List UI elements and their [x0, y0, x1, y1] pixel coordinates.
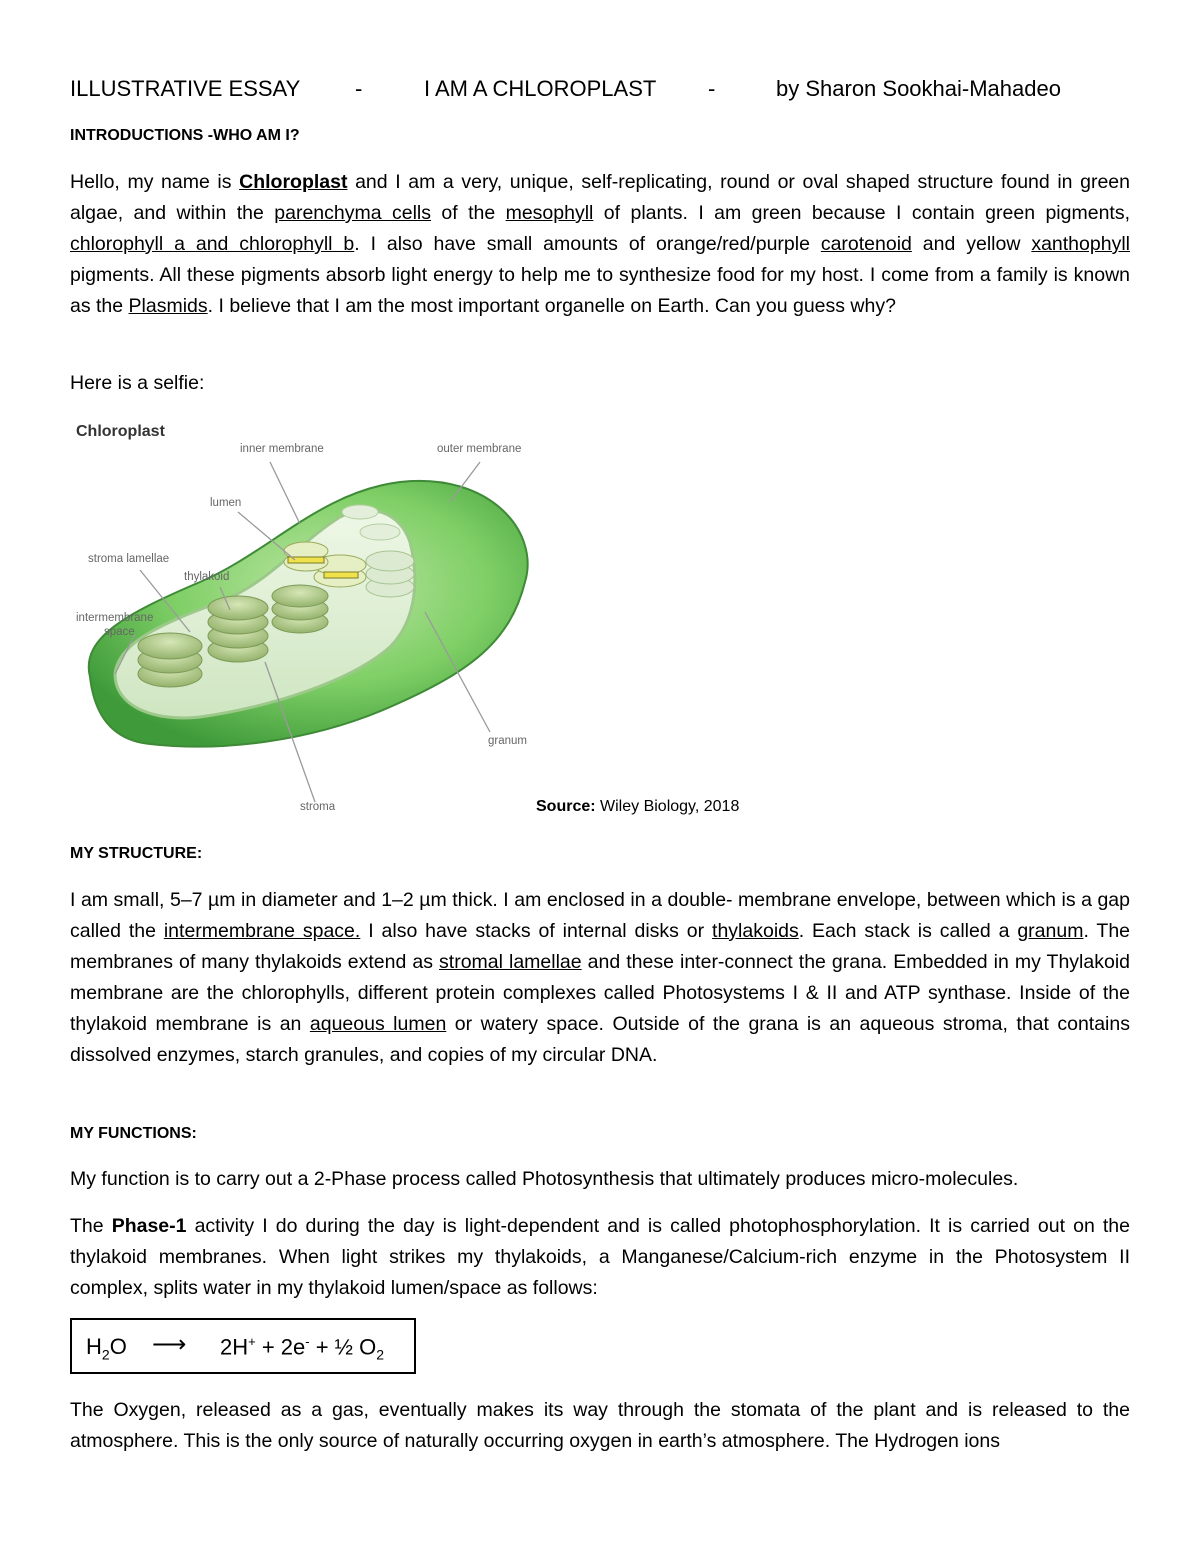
- text-run: H: [86, 1334, 102, 1359]
- text-run: I am small, 5–7 µm in diameter and 1–2 µm thick. I am enclosed in a double- membrane envelope, between which is a gap called the: [70, 889, 1130, 942]
- label-inner-membrane: inner membrane: [240, 443, 324, 455]
- label-stroma-lamellae: stroma lamellae: [88, 553, 170, 565]
- text-run: or watery space. Outside of the grana is an aqueous stroma, that contains dissolved enzymes, starch granules, and copies of my circular DNA.: [70, 1013, 1130, 1066]
- term-phase-1: Phase-1: [111, 1215, 187, 1237]
- figure-title: Chloroplast: [76, 423, 165, 440]
- text-run: . The membranes of many thylakoids extend as: [70, 920, 1131, 973]
- selfie-line: Here is a selfie:: [70, 372, 205, 394]
- term-chlorophyll: chlorophyll a and chlorophyll b: [70, 233, 355, 255]
- water-splitting-equation: [70, 1318, 416, 1374]
- title-author: by Sharon Sookhai-Mahadeo: [776, 76, 1061, 101]
- term-granum: granum: [1017, 920, 1084, 942]
- chloroplast-illustration: [70, 412, 550, 824]
- chloroplast-diagram: [70, 412, 550, 824]
- text-run: . I believe that I am the most important organelle on Earth. Can you guess why?: [207, 295, 896, 317]
- functions-heading: MY FUNCTIONS:: [70, 1125, 197, 1142]
- term-xanthophyll: xanthophyll: [1031, 233, 1130, 255]
- term-stromal-lamellae: stromal lamellae: [439, 951, 582, 973]
- caption-text: Wiley Biology, 2018: [595, 798, 740, 815]
- intro-heading: INTRODUCTIONS -WHO AM I?: [70, 127, 300, 144]
- text-run: and yellow: [911, 233, 1032, 255]
- text-run: The: [70, 1215, 112, 1237]
- label-stroma: stroma: [300, 801, 336, 813]
- text-run: . I also have small amounts of orange/red/purple: [354, 233, 821, 255]
- structure-paragraph: [70, 885, 1130, 1071]
- text-run: and I am a very, unique, self-replicating, round or oval shaped structure found in green algae, and within the: [70, 171, 1130, 224]
- label-space: space: [104, 626, 135, 638]
- text-run: 2H: [220, 1334, 249, 1360]
- text-run: Hello, my name is: [70, 171, 240, 193]
- label-outer-membrane: outer membrane: [437, 443, 522, 455]
- text-run: 2: [376, 1346, 385, 1363]
- functions-paragraph-2: [70, 1211, 1130, 1304]
- label-lumen: lumen: [210, 497, 242, 509]
- text-run: I also have stacks of internal disks or: [360, 920, 713, 942]
- arrow-icon: ⟶: [152, 1331, 187, 1358]
- term-plasmids: Plasmids: [128, 295, 208, 317]
- term-thylakoids: thylakoids: [712, 920, 799, 942]
- oxygen-paragraph: The Oxygen, released as a gas, eventually makes its way through the stomata of the plant and is released to the atmosphere. This is the only source of naturally occurring oxygen in earth’s atmosphere. The Hydrogen ions: [70, 1399, 1130, 1452]
- term-mesophyll: mesophyll: [505, 202, 594, 224]
- term-aqueous-lumen: aqueous lumen: [309, 1013, 447, 1035]
- functions-paragraph-1: My function is to carry out a 2-Phase process called Photosynthesis that ultimately produces micro-molecules.: [70, 1168, 1019, 1190]
- text-run: + ½ O: [309, 1334, 377, 1360]
- title-topic: I AM A CHLOROPLAST: [424, 76, 657, 101]
- term-parenchyma: parenchyma cells: [274, 202, 431, 224]
- text-run: . Each stack is called a: [798, 920, 1018, 942]
- essay-title: [70, 76, 1110, 104]
- text-run: of the: [431, 202, 506, 224]
- figure-caption: [536, 798, 739, 816]
- text-run: pigments. All these pigments absorb light energy to help me to synthesize food for my host. I come from a family is known as the: [70, 264, 1130, 317]
- equation-reactant: [86, 1334, 127, 1362]
- text-run: 2: [101, 1346, 110, 1363]
- label-granum: granum: [488, 735, 527, 747]
- title-essay: ILLUSTRATIVE ESSAY: [70, 76, 301, 101]
- title-dash-2: -: [708, 76, 716, 101]
- text-run: and these inter-connect the grana. Embedded in my Thylakoid membrane are the chlorophylls, different protein complexes called Photosystems I & II and ATP synthase. Inside of the thylakoid membrane is an: [70, 951, 1130, 1035]
- label-thylakoid: thylakoid: [184, 571, 230, 583]
- label-intermembrane: intermembrane: [76, 612, 154, 624]
- structure-heading: MY STRUCTURE:: [70, 845, 203, 862]
- equation-products: [220, 1334, 384, 1363]
- text-run: O: [109, 1334, 127, 1359]
- text-run: activity I do during the day is light-dependent and is called photophosphorylation. It is carried out on the thylakoid membranes. When light strikes my thylakoids, a Manganese/Calcium-rich enzyme in the Photosystem II complex, splits water in my thylakoid lumen/space as follows:: [70, 1215, 1130, 1299]
- intro-paragraph: [70, 167, 1130, 322]
- text-run: +: [248, 1334, 256, 1349]
- text-run: -: [305, 1334, 310, 1349]
- text-run: + 2e: [255, 1334, 306, 1360]
- caption-source: Source:: [536, 798, 596, 815]
- term-carotenoid: carotenoid: [820, 233, 912, 255]
- term-chloroplast: Chloroplast: [239, 171, 348, 193]
- term-intermembrane: intermembrane space.: [163, 920, 361, 942]
- title-dash-1: -: [355, 76, 363, 101]
- text-run: of plants. I am green because I contain green pigments,: [593, 202, 1130, 224]
